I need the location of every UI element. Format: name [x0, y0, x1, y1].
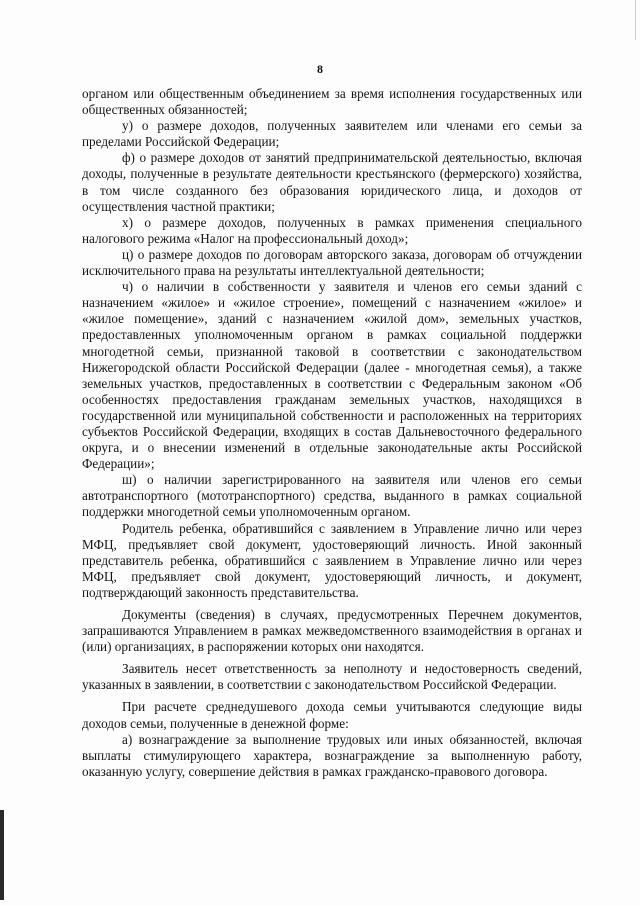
paragraph-parent-documents: Родитель ребенка, обратившийся с заявлением в Управление лично или через МФЦ, предъявляет свой документ, удостоверяющий личность. Иной законный представитель ребенка, обратившийся с заявлением в Управление лично или через МФЦ, предъявляет свой документ, удостоверяющий личность, и документ, подтверждающий законность представительства. — [82, 520, 582, 600]
scan-mark — [635, 0, 636, 40]
paragraph-item-h: х) о размере доходов, полученных в рамках применения специального налогового режима «Налог на профессиональный доход»; — [82, 214, 582, 246]
document-body — [82, 86, 582, 780]
paragraph-item-a: а) вознаграждение за выполнение трудовых или иных обязанностей, включая выплаты стимулирующего характера, вознаграждение за выполненную работу, оказанную услугу, совершение действия в рамках гражданско-правового договора. — [82, 731, 582, 779]
paragraph-item-f: ф) о размере доходов от занятий предпринимательской деятельностью, включая доходы, полученные в результате деятельности крестьянского (фермерского) хозяйства, в том числе созданного без образования юридического лица, и доходов от осуществления частной практики; — [82, 150, 582, 214]
paragraph-item-ts: ц) о размере доходов по договорам авторского заказа, договорам об отчуждении исключительного права на результаты интеллектуальной деятельности; — [82, 246, 582, 279]
paragraph-item-sh: ш) о наличии зарегистрированного на заявителя или членов его семьи автотранспортного (мототранспортного) средства, выданного в рамках социальной поддержки многодетной семьи уполномоченным органом. — [82, 472, 582, 520]
paragraph-continuation: органом или общественным объединением за время исполнения государственных или общественных обязанностей; — [82, 86, 582, 118]
paragraph-applicant-responsibility: Заявитель несет ответственность за неполноту и недостоверность сведений, указанных в заявлении, в соответствии с законодательством Российской Федерации. — [82, 661, 582, 693]
page-number: 8 — [317, 62, 323, 76]
paragraph-income-types-intro: При расчете среднедушевого дохода семьи учитываются следующие виды доходов семьи, полученные в денежной форме: — [82, 699, 582, 731]
paragraph-item-ch: ч) о наличии в собственности у заявителя и членов его семьи зданий с назначением «жилое» и «жилое строение», помещений с назначением «жилое» и «жилое помещение», зданий с назначением «жилой дом», земельных участков, предоставленных уполномоченным органом в рамках социальной поддержки многодетной семьи, признанной таковой в соответствии с законодательством Нижегородской области Российской Федерации (далее - многодетная семья), а также земельных участков, предоставленных в соответствии с Федеральным законом «Об особенностях предоставления гражданам земельных участков, находящихся в государственной или муниципальной собственности и расположенных на территориях субъектов Российской Федерации, входящих в состав Дальневосточного федерального округа, и о внесении изменений в отдельные законодательные акты Российской Федерации»; — [82, 279, 582, 472]
paragraph-item-u: у) о размере доходов, полученных заявителем или членами его семьи за пределами Российской Федерации; — [82, 118, 582, 150]
scan-edge-shadow — [0, 810, 4, 900]
paragraph-interagency-requests: Документы (сведения) в случаях, предусмотренных Перечнем документов, запрашиваются Управлением в рамках межведомственного взаимодействия в органах и (или) организациях, в распоряжении которых они находятся. — [82, 607, 582, 655]
